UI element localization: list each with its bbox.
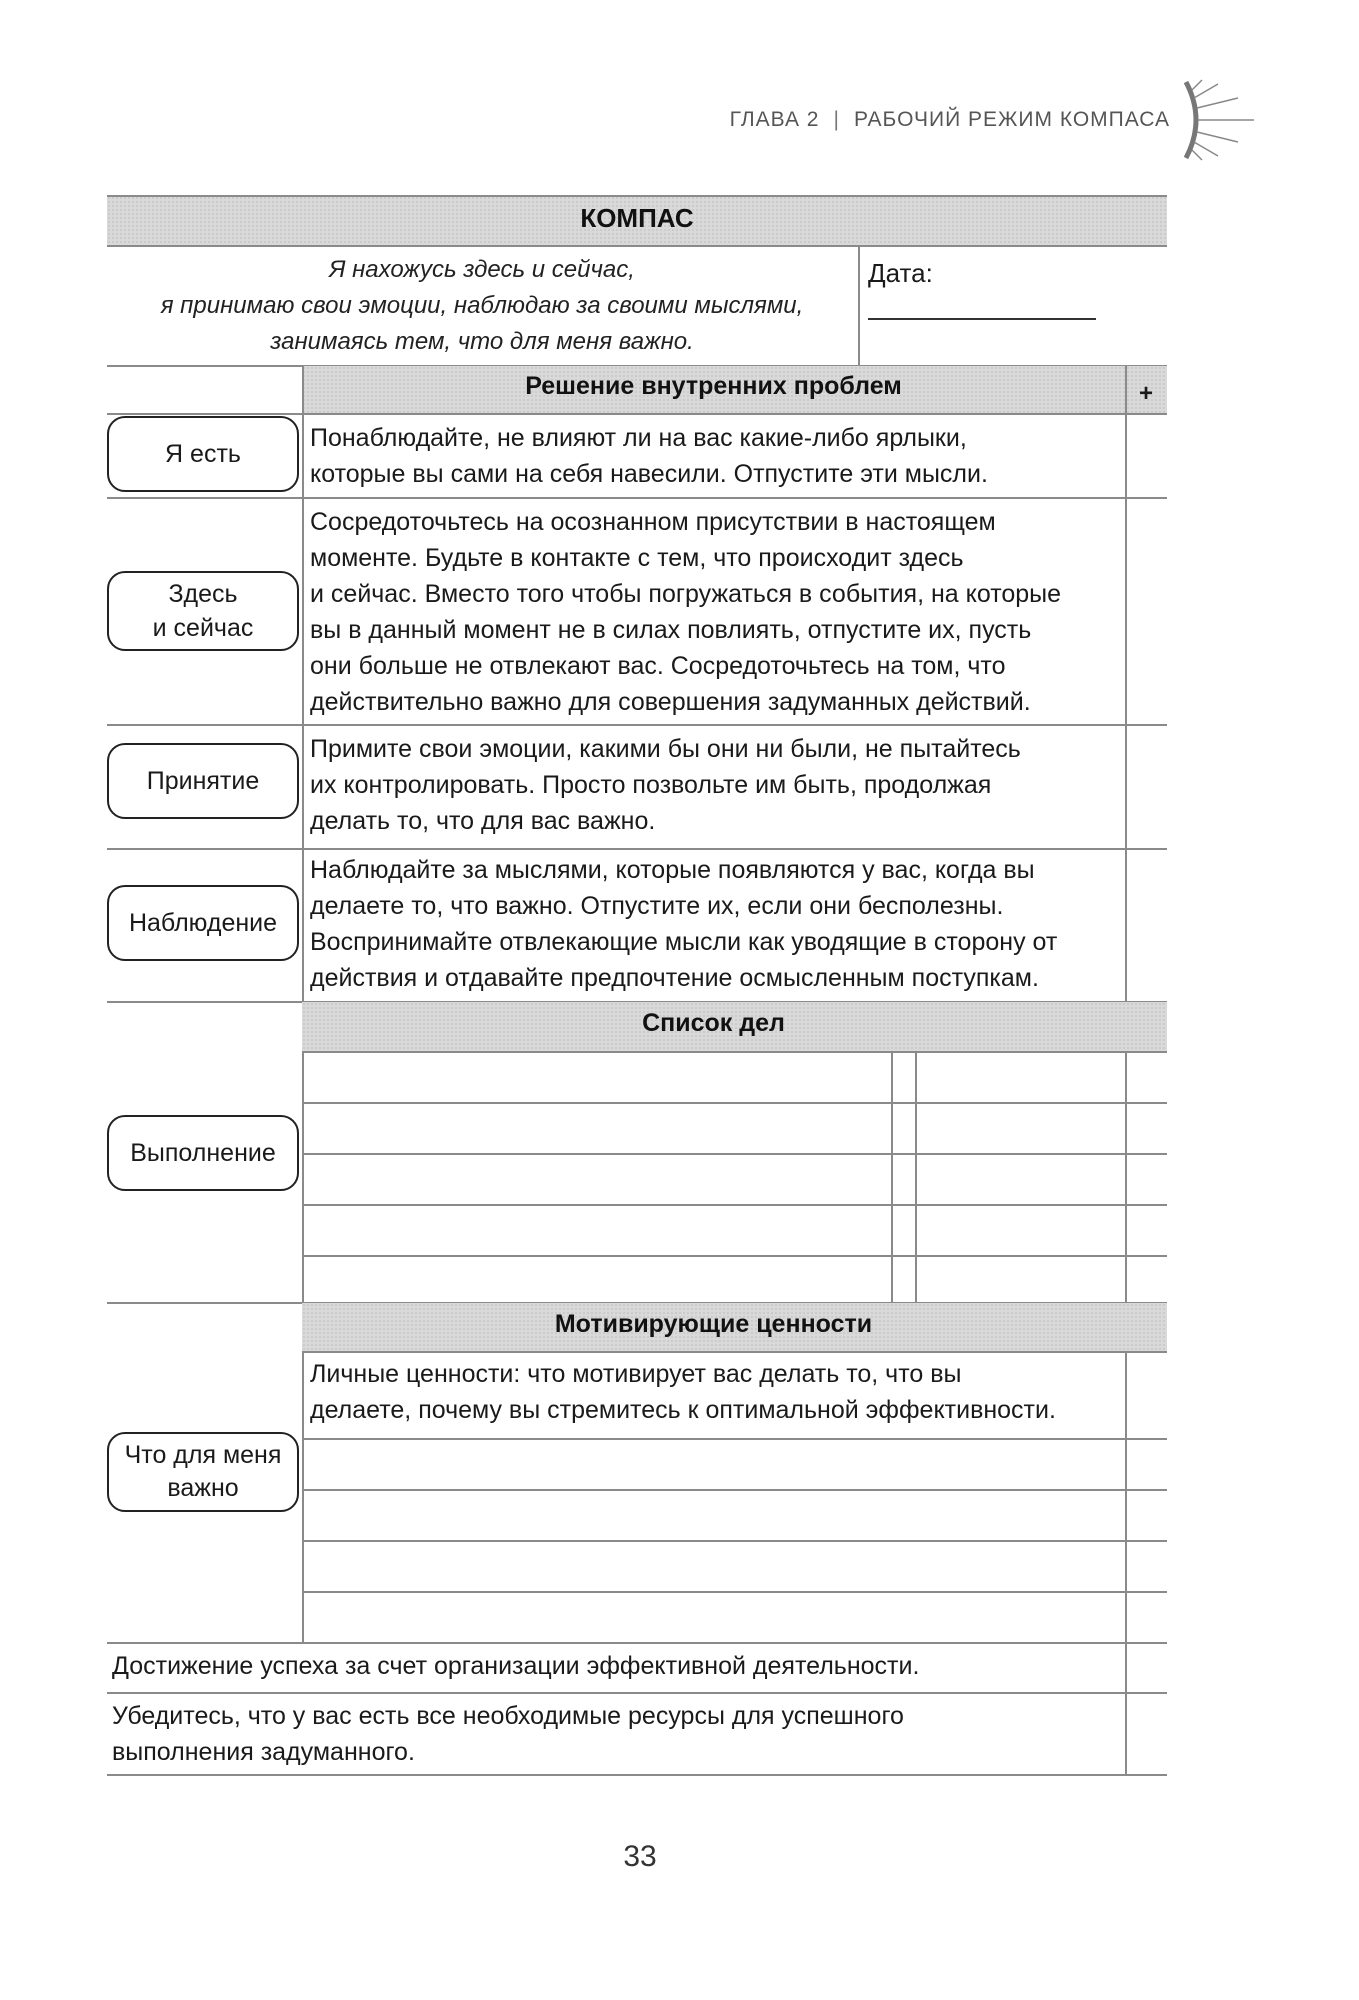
text-line: действия и отдавайте предпочтение осмысленным поступкам. (310, 964, 1039, 992)
header-separator: | (833, 108, 840, 131)
text-line: действительно важно для совершения задуманных действий. (310, 688, 1031, 716)
text-line: и сейчас. Вместо того чтобы погружаться в события, на которые (310, 580, 1062, 608)
step-i-am (107, 416, 299, 492)
text-line: Личные ценности: что мотивирует вас делать то, что вы (310, 1360, 962, 1388)
text-line: их контролировать. Просто позвольте им быть, продолжая (310, 771, 992, 799)
motto-line-1: Я нахожусь здесь и сейчас, (329, 256, 635, 283)
todo-row[interactable] (302, 1102, 1167, 1104)
values-title: Мотивирующие ценности (554, 1310, 873, 1338)
values-prompt (310, 1356, 1120, 1428)
step-label: Я есть (165, 440, 241, 468)
text-line: Воспринимайте отвлекающие мысли как уводящие в сторону от (310, 928, 1058, 956)
step-acceptance (107, 743, 299, 819)
footer-row-resources: Убедитесь, что у вас есть все необходимые ресурсы для успешного выполнения задуманного. (112, 1702, 904, 1766)
step-what-matters (107, 1432, 299, 1512)
footer-row-success: Достижение успеха за счет организации эффективной деятельности. (112, 1652, 920, 1680)
text-line: Сосредоточьтесь на осознанном присутствии в настоящем (310, 508, 996, 536)
text-line: делаете, почему вы стремитесь к оптимальной эффективности. (310, 1396, 1056, 1424)
form-title: КОМПАС (580, 203, 694, 233)
text-line: моменте. Будьте в контакте с тем, что происходит здесь (310, 544, 964, 572)
text-line: которые вы сами на себя навесили. Отпустите эти мысли. (310, 460, 988, 488)
step-label: и сейчас (152, 614, 254, 642)
text-line: делать то, что для вас важно. (310, 807, 656, 835)
running-header (680, 108, 1170, 132)
motto-line-3: занимаясь тем, что для меня важно. (270, 328, 694, 355)
step-here-and-now (107, 571, 299, 651)
values-row[interactable] (302, 1540, 1167, 1542)
step-label: Выполнение (130, 1139, 276, 1167)
step-observation (107, 885, 299, 961)
text-line: Примите свои эмоции, какими бы они ни были, не пытайтесь (310, 735, 1021, 763)
date-label: Дата: (868, 258, 933, 288)
text-line: делаете то, что важно. Отпустите их, если они бесполезны. (310, 892, 1004, 920)
todo-title: Список дел (642, 1009, 785, 1037)
plus-column-header: + (1138, 380, 1153, 407)
motto-line-2: я принимаю свои эмоции, наблюдаю за своими мыслями, (160, 292, 804, 319)
values-row[interactable] (302, 1489, 1167, 1491)
date-input-line[interactable] (868, 318, 1096, 320)
chapter-label: ГЛАВА 2 (729, 108, 820, 131)
section-title: РАБОЧИЙ РЕЖИМ КОМПАСА (853, 108, 1170, 131)
todo-row[interactable] (302, 1153, 1167, 1155)
todo-row[interactable] (302, 1255, 1167, 1257)
inner-problems-title: Решение внутренних проблем (525, 372, 902, 400)
step-acceptance-text (310, 731, 1120, 839)
step-label: важно (167, 1474, 239, 1502)
step-execution (107, 1115, 299, 1191)
step-here-and-now-text (310, 504, 1120, 720)
todo-row[interactable] (302, 1204, 1167, 1206)
text-line: Понаблюдайте, не влияют ли на вас какие-либо ярлыки, (310, 424, 967, 452)
step-i-am-text (310, 420, 1120, 492)
step-label: Принятие (146, 767, 260, 795)
text-line: Наблюдайте за мыслями, которые появляются у вас, когда вы (310, 856, 1035, 884)
step-label: Что для меня (124, 1441, 282, 1469)
compass-arc-icon (1176, 78, 1256, 162)
step-label: Здесь (168, 580, 238, 608)
values-row[interactable] (302, 1591, 1167, 1593)
step-label: Наблюдение (128, 909, 278, 937)
text-line: вы в данный момент не в силах повлиять, отпустите их, пусть (310, 616, 1032, 644)
step-observation-text (310, 852, 1120, 996)
text-line: они больше не отвлекают вас. Сосредоточьтесь на том, что (310, 652, 1006, 680)
page-number: 33 (623, 1840, 657, 1873)
